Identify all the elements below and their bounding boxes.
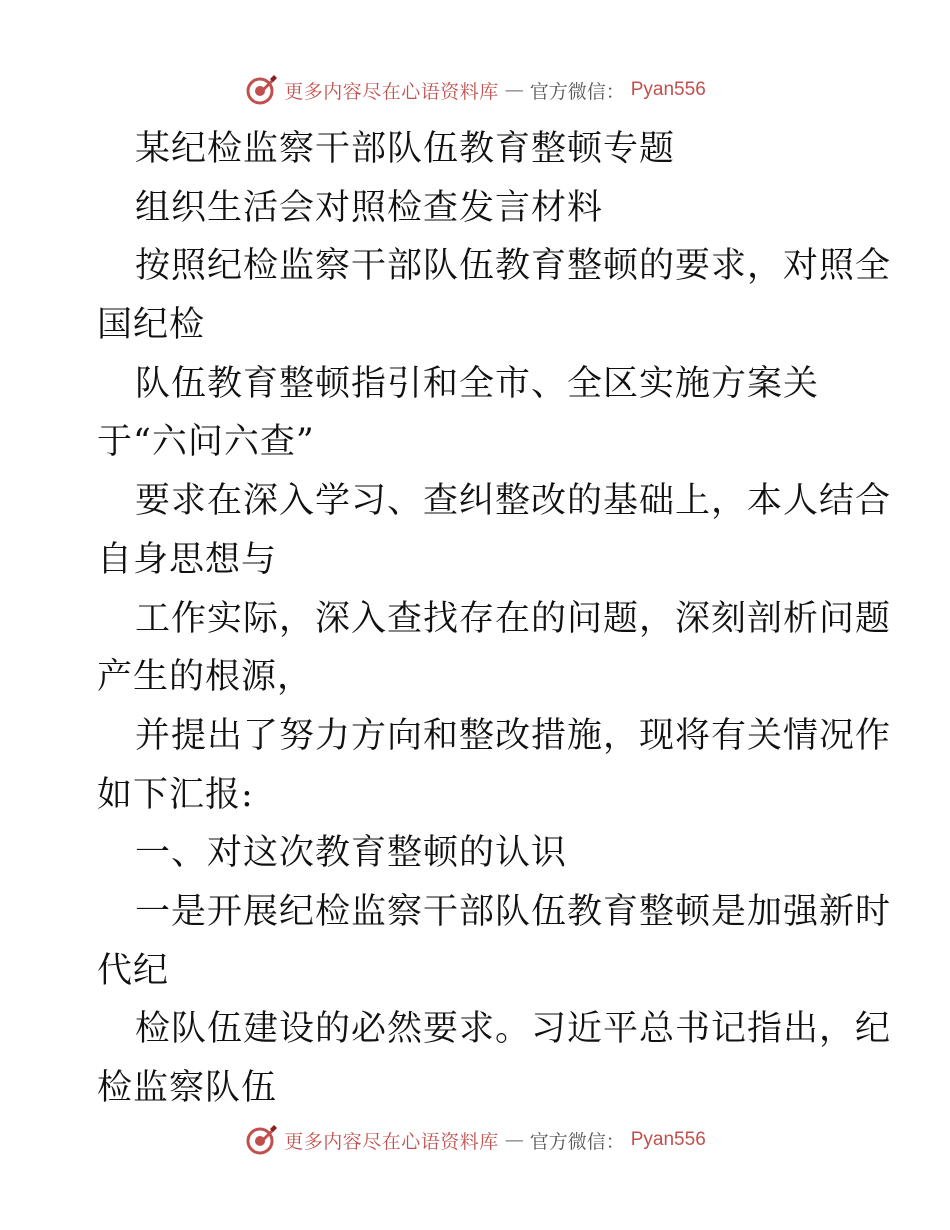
doc-paragraph-line: 检监察队伍 [97, 1068, 278, 1108]
pen-logo-icon [244, 1123, 278, 1157]
pen-logo-icon [244, 73, 278, 107]
doc-paragraph-line: 自身思想与 [97, 539, 278, 580]
doc-section-heading: 一、对这次教育整顿的认识 [135, 833, 568, 874]
doc-paragraph-line: 如下汇报: [97, 774, 254, 815]
doc-title-line-2: 组织生活会对照检查发言材料 [135, 187, 604, 228]
doc-paragraph-line: 产生的根源， [97, 657, 314, 698]
banner-text: 更多内容尽在心语资料库 [284, 80, 499, 103]
banner-separator: — [504, 1129, 524, 1151]
doc-paragraph-line: 检队伍建设的必然要求。习近平总书记指出，纪 [135, 1009, 892, 1050]
banner-label: 官方微信： [529, 1130, 625, 1153]
banner-label: 官方微信： [529, 80, 625, 103]
doc-paragraph-line: 工作实际，深入查找存在的问题，深刻剖析问题 [135, 598, 892, 639]
doc-paragraph-line: 要求在深入学习、查纠整改的基础上，本人结合 [135, 481, 892, 522]
doc-paragraph-line: 并提出了努力方向和整改措施，现将有关情况作 [135, 715, 892, 756]
doc-paragraph-line: 一是开展纪检监察干部队伍教育整顿是加强新时 [135, 891, 892, 932]
document-body [97, 120, 892, 1118]
banner-wechat-id: Pyan556 [630, 1129, 706, 1150]
doc-title-line-1: 某纪检监察干部队伍教育整顿专题 [135, 129, 676, 169]
doc-paragraph-line: 队伍教育整顿指引和全市、全区实施方案关 [135, 363, 820, 404]
banner-separator: — [504, 79, 524, 101]
header-banner [0, 70, 950, 110]
banner-wechat-id: Pyan556 [630, 79, 706, 100]
banner-text: 更多内容尽在心语资料库 [284, 1130, 499, 1153]
doc-paragraph-line: 代纪 [97, 950, 170, 991]
footer-banner [0, 1120, 950, 1160]
doc-paragraph-line: 国纪检 [97, 305, 206, 346]
doc-paragraph-line: 于“六问六查” [97, 422, 315, 463]
doc-paragraph-line: 按照纪检监察干部队伍教育整顿的要求，对照全 [135, 246, 892, 287]
